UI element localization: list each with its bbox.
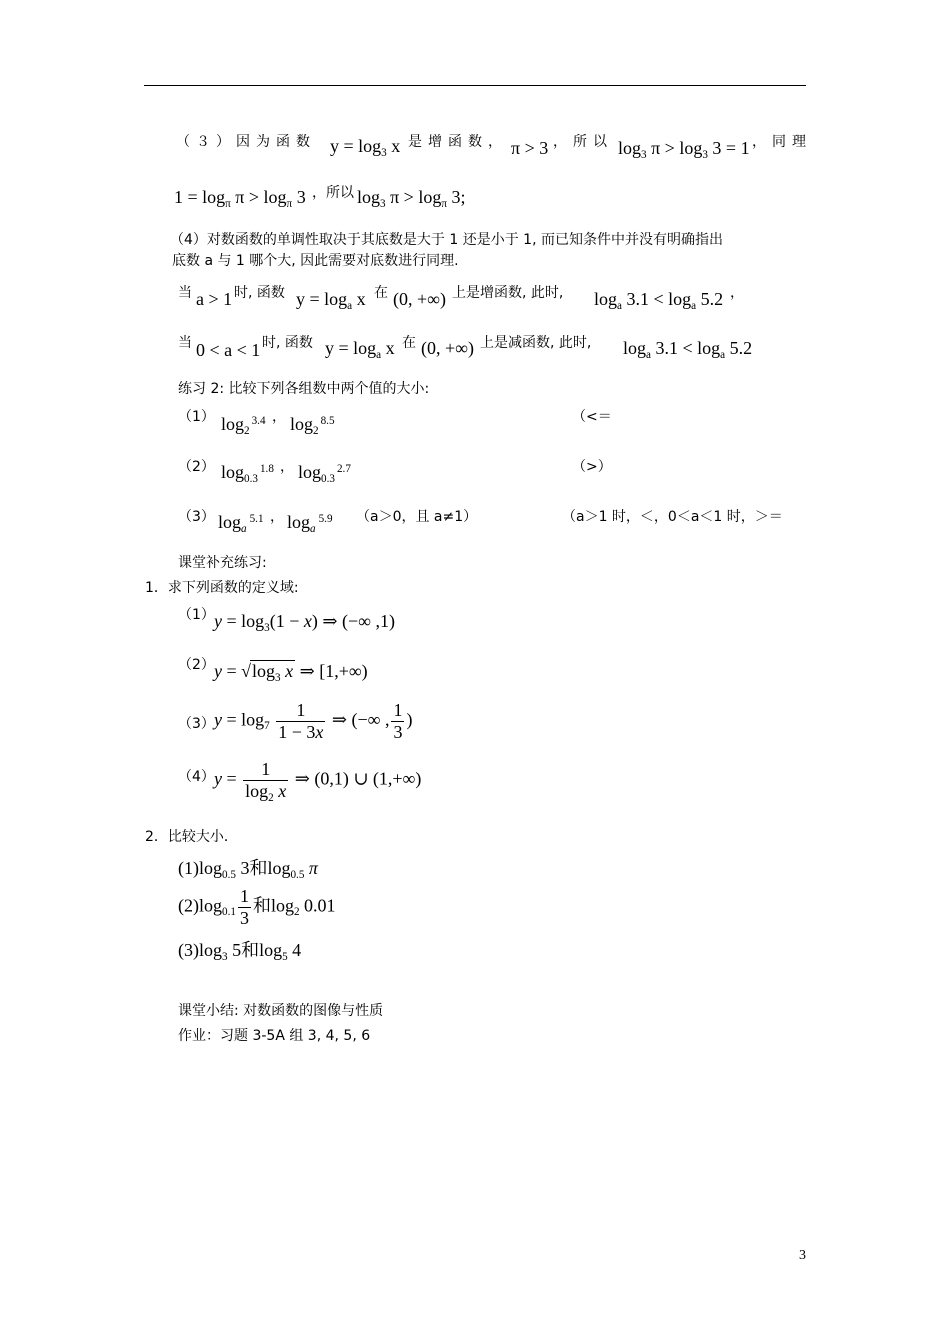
case2-dang: 当 [178, 335, 192, 351]
supp-item3-num: （3） [178, 716, 215, 732]
page-number: 3 [799, 1248, 806, 1263]
supp-item1-num: （1） [178, 607, 215, 623]
case1-cond: a > 1 [196, 289, 233, 309]
p4-line2: 底数 a 与 1 哪个大, 因此需要对底数进行同理. [172, 253, 459, 269]
ex2-item2-ans: （>） [572, 459, 612, 475]
case1-dang: 当 [178, 285, 192, 301]
ex2-item3-b: $\log_a^{5.9}$ [287, 512, 333, 535]
p3-ineq: $\log_3 \pi > \log_3 3 = 1$ [618, 138, 750, 161]
case2-desc: 上是减函数, 此时, [480, 335, 592, 351]
p3-label: （３）因为函数 [176, 134, 316, 150]
ex2-item3-a: $\log_a^{5.1}$ [218, 512, 264, 535]
p3-cond: π > 3 [511, 138, 549, 158]
p4-line1: （4）对数函数的单调性取决于其底数是大于 1 还是小于 1, 而已知条件中并没有明确指出 [170, 232, 723, 248]
case2-shi: 时, 函数 [262, 335, 313, 351]
header-rule [144, 85, 806, 86]
supp-q2: 2．比较大小． [145, 829, 238, 845]
ex2-item3-ans: （a＞1 时，＜，0＜a＜1 时，＞＝ [562, 509, 783, 525]
supp-item1-expr: $y = \log_3(1 - x)$ ⇒ (−∞ ,1) [214, 611, 395, 634]
ex2-item1-a: $\log_2^{3.4}$ [221, 414, 266, 437]
ex2-item3-cond: （a＞0，且 a≠1） [356, 509, 478, 525]
ex2-item2-a: $\log_{0.3}^{1.8}$ [221, 462, 274, 485]
supp-item2-num: （2） [178, 657, 215, 673]
supp-q1: 1．求下列函数的定义域: [145, 580, 299, 596]
p3-so: ，所以 [553, 134, 613, 150]
ex2-item1-b: $\log_2^{8.5}$ [290, 414, 335, 437]
p3-line2c: $\log_3 \pi > \log_\pi 3$; [357, 187, 466, 210]
p3-func: $y = \log_3 x$ [330, 136, 401, 159]
case1-res: $\log_a 3.1 < \log_a 5.2$ [594, 289, 724, 312]
cmp-3: $(3)\log_3$ 5和$\log_5 4$ [178, 940, 302, 963]
ex2-item2-sep: ， [280, 459, 294, 475]
ex2-item1-sep: ， [272, 409, 286, 425]
supp-item3-expr: $y = \log_7$ $\frac{1}{1 - 3x}$ ⇒ (−∞ , $\frac{1}{3}$ ) [214, 700, 413, 742]
ex2-item1-ans: （<＝ [572, 409, 612, 425]
case2-cond: 0 < a < 1 [196, 340, 261, 360]
ex2-item2-num: （2） [178, 459, 215, 475]
ex2-title: 练习 2: 比较下列各组数中两个值的大小: [178, 381, 430, 397]
ex2-item3-num: （3） [178, 509, 215, 525]
case2-res: $\log_a 3.1 < \log_a 5.2$ [623, 338, 753, 361]
case1-end: ， [730, 285, 744, 301]
ex2-item2-b: $\log_{0.3}^{2.7}$ [298, 462, 351, 485]
case2-dom: (0, +∞) [421, 338, 474, 358]
case1-dom: (0, +∞) [393, 289, 446, 309]
case2-zai: 在 [402, 335, 416, 351]
ex2-item1-num: （1） [178, 409, 215, 425]
cmp-1: $(1)\log_{0.5}$ 3和$\log_{0.5} \pi$ [178, 858, 318, 881]
supp-item4-num: （4） [178, 769, 215, 785]
p3-line2b: ，所以 [312, 185, 354, 201]
homework: 作业：习题 3-5A 组 3, 4, 5, 6 [178, 1028, 371, 1044]
case1-desc: 上是增函数, 此时, [452, 285, 564, 301]
case1-shi: 时, 函数 [234, 285, 285, 301]
p3-tong: ，同理 [752, 134, 812, 150]
summary: 课堂小结: 对数函数的图像与性质 [178, 1003, 384, 1019]
cmp-2: $(2)\log_{0.1}$ $\frac{1}{3}$ 和$\log_2 0.01$ [178, 886, 336, 928]
case1-zai: 在 [374, 285, 388, 301]
p3-line2a: $1 = \log_\pi \pi > \log_\pi 3$ [174, 187, 306, 210]
case1-func: $y = \log_a x$ [296, 289, 366, 312]
ex2-item3-sep: ， [270, 509, 284, 525]
supp-item2-expr: $y = √\log_3$ x ⇒ [1,+∞) [214, 661, 368, 684]
supp-item4-expr: y = $\frac{1}{\log_2 x}$ ⇒ (0,1) ∪ (1,+∞) [214, 759, 422, 804]
case2-func: $y = \log_a x$ [325, 338, 395, 361]
supp-title: 课堂补充练习: [178, 555, 267, 571]
p3-mid: 是增函数， [408, 134, 508, 150]
